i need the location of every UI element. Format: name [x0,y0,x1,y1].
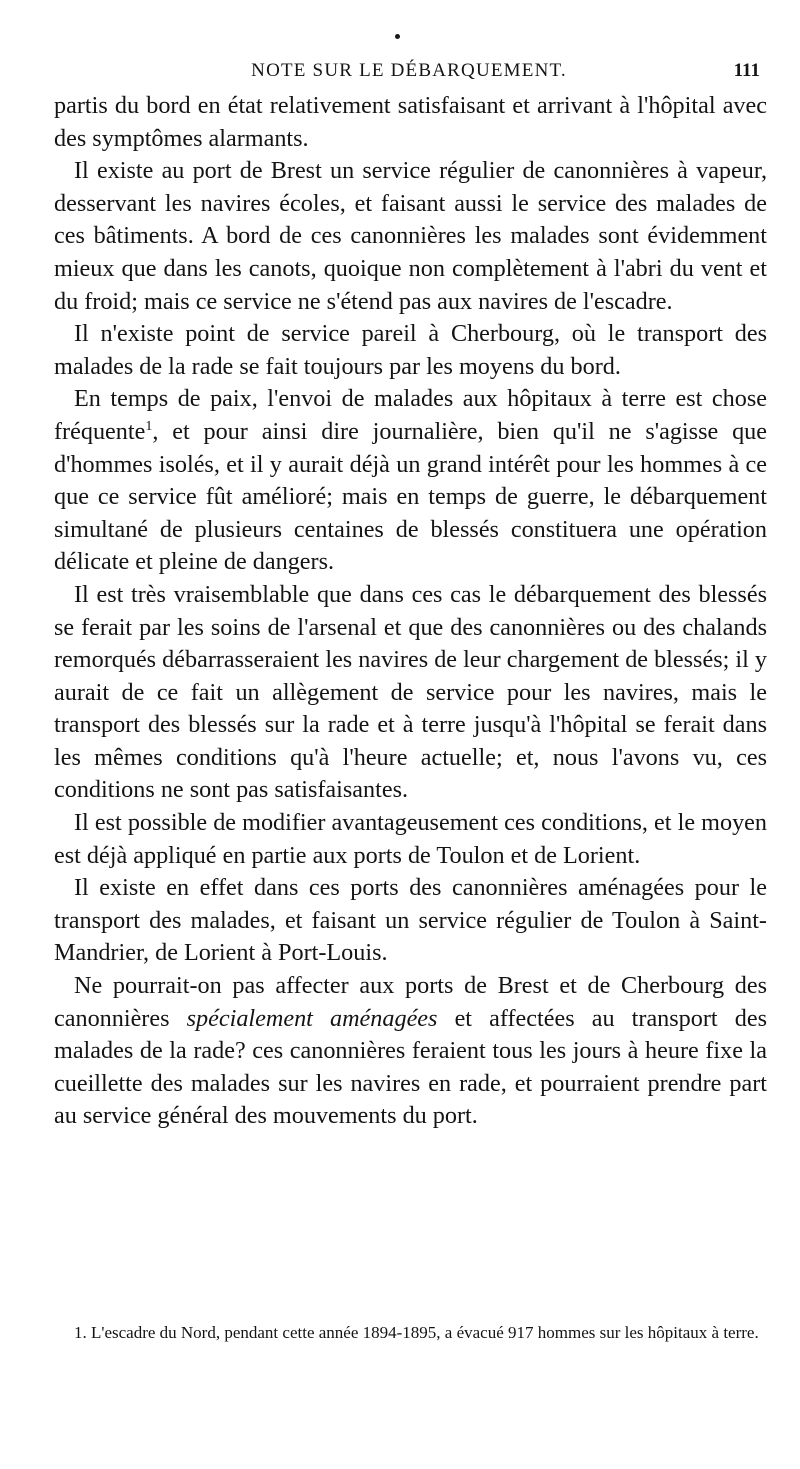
paragraph-text: Ne pourrait-on pas affecter aux ports de Brest et de Cherbourg des canonnières [54,972,767,1032]
paragraph: Il existe en effet dans ces ports des canonnières aménagées pour le transport des malades, et faisant un service régulier de Toulon à Saint-Mandrier, de Lorient à Port-Louis. [54,874,767,967]
paragraph [54,970,767,1133]
page-number: 111 [733,60,760,81]
paragraph: Il existe au port de Brest un service régulier de canonnières à vapeur, desservant les navires écoles, et faisant aussi le service des malades de ces bâtiments. A bord de ces canonnières les malades sont évidemment mieux que dans les canots, quoique non complètement à l'abri du vent et du froid; mais ce service ne s'étend pas aux navires de l'escadre. [54,157,767,315]
emphasis-text: spécialement aménagées [186,1004,438,1032]
paragraph: Il est possible de modifier avantageusement ces conditions, et le moyen est déjà appliqué en partie aux ports de Toulon et de Lorient. [54,809,767,869]
paragraph-text: et affectées au transport des malades de la rade? ces canonnières feraient tous les jours à heure fixe la cueillette des malades sur les navires en rade, et pourraient prendre part au service général des mouvements du port. [54,1004,767,1130]
paragraph-text: En temps de paix, l'envoi de malades aux hôpitaux à terre est chose fréquente [54,385,767,445]
running-title: NOTE SUR LE DÉBARQUEMENT. [251,60,567,81]
footnote-text: L'escadre du Nord, pendant cette année 1894-1895, a évacué 917 hommes sur les hôpitaux à terre. [91,1323,759,1342]
ink-dot [395,34,400,39]
paragraph: partis du bord en état relativement satisfaisant et arrivant à l'hôpital avec des symptômes alarmants. [54,92,767,152]
paragraph: Il est très vraisemblable que dans ces cas le débarquement des blessés se ferait par les soins de l'arsenal et que des canonnières ou des chalands remorqués débarrasseraient les navires de leur chargement de blessés; il y aurait de ce fait un allègement de service pour les navires, mais le transport des blessés sur la rade et à terre jusqu'à l'hôpital se ferait dans les mêmes conditions qu'à l'heure actuelle; et, nous l'avons vu, ces conditions ne sont pas satisfaisantes. [54,580,767,804]
paragraph [54,383,767,579]
footnote [54,1322,767,1344]
footnote-ref: 1 [145,418,153,434]
footnote-number: 1. [74,1323,87,1342]
page-header [54,58,764,88]
body-text [54,90,767,1133]
paragraph-text: , et pour ainsi dire journalière, bien qu'il ne s'agisse que d'hommes isolés, et il y aurait déjà un grand intérêt pour les hommes à ce que ce service fût amélioré; mais en temps de guerre, le débarquement simultané de plusieurs centaines de blessés constituera une opération délicate et pleine de dangers. [54,417,767,576]
paragraph: Il n'existe point de service pareil à Cherbourg, où le transport des malades de la rade se fait toujours par les moyens du bord. [54,320,767,380]
